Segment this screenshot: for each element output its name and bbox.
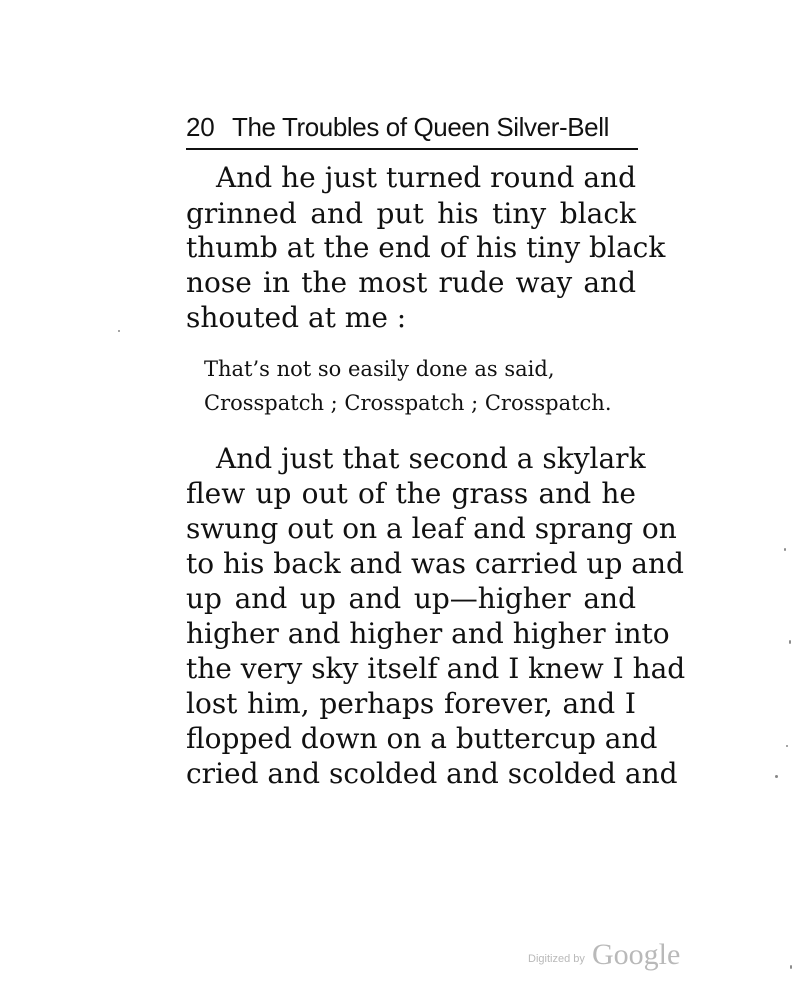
- paragraph-1-line-2: grinned and put his tiny black: [186, 197, 636, 230]
- running-header: [186, 108, 638, 150]
- scan-speck: [784, 548, 786, 551]
- paragraph-2-line-6: higher and higher and higher into: [186, 617, 670, 650]
- paragraph-1-line-1: And he just turned round and: [216, 161, 636, 194]
- paragraph-2-line-5: up and up and up—higher and: [186, 582, 636, 615]
- verse-line-1: That’s not so easily done as said,: [204, 357, 555, 381]
- google-logo: Google: [591, 938, 681, 971]
- scan-speck: [790, 965, 792, 969]
- paragraph-2-line-10: cried and scolded and scolded and: [186, 757, 678, 790]
- scan-speck: [789, 640, 791, 644]
- verse-line-2: Crosspatch ; Crosspatch ; Crosspatch.: [204, 391, 612, 415]
- running-title: The Troubles of Queen Silver-Bell: [232, 112, 609, 142]
- paragraph-2-line-7: the very sky itself and I knew I had: [186, 652, 686, 685]
- paragraph-2-line-8: lost him, perhaps forever, and I: [186, 687, 636, 720]
- paragraph-1-line-4: nose in the most rude way and: [186, 266, 636, 299]
- scan-speck: [786, 745, 788, 747]
- scan-speck: [118, 330, 120, 332]
- page-number: 20: [186, 112, 215, 142]
- digitized-by-text: Digitized by: [528, 953, 585, 965]
- paragraph-2-line-4: to his back and was carried up and: [186, 547, 684, 580]
- paragraph-1-line-3: thumb at the end of his tiny black: [186, 231, 666, 264]
- paragraph-2-line-3: swung out on a leaf and sprang on: [186, 512, 677, 545]
- paragraph-1-line-5: shouted at me :: [186, 301, 407, 334]
- digitized-by-watermark: [528, 938, 680, 978]
- paragraph-2-line-1: And just that second a skylark: [216, 442, 646, 475]
- paragraph-2-line-2: flew up out of the grass and he: [186, 477, 636, 510]
- scan-speck: [775, 775, 778, 778]
- paragraph-2-line-9: flopped down on a buttercup and: [186, 722, 658, 755]
